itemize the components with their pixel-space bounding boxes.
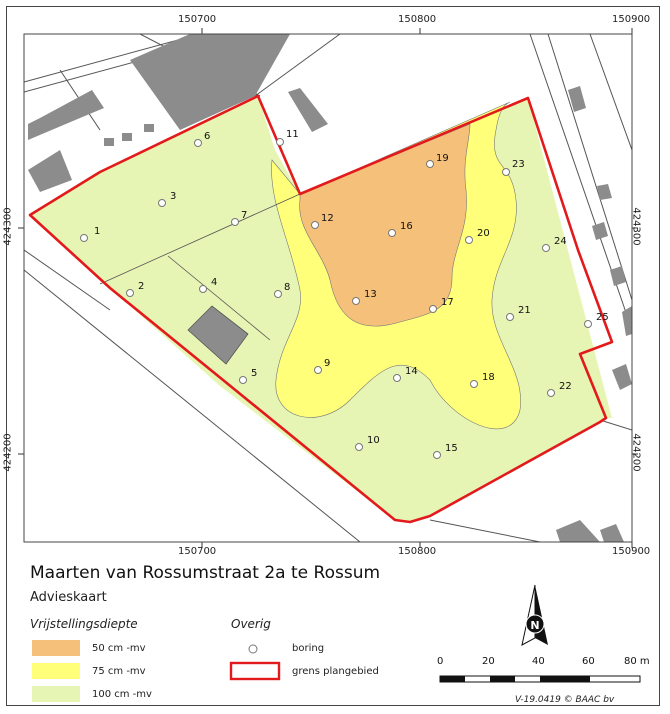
boring-label-11: 11 xyxy=(286,129,299,140)
boring-marker-16 xyxy=(389,230,396,237)
boring-marker-1 xyxy=(81,235,88,242)
legend-label-50cm: 50 cm -mv xyxy=(92,643,146,654)
boring-marker-10 xyxy=(356,444,363,451)
boring-label-17: 17 xyxy=(441,297,454,308)
legend-label-75cm: 75 cm -mv xyxy=(92,666,146,677)
coord-x-bottom-1: 150700 xyxy=(178,546,217,557)
coord-y-right-1: 424300 xyxy=(630,207,642,246)
boring-label-16: 16 xyxy=(400,221,413,232)
boring-marker-3 xyxy=(159,200,166,207)
boring-label-19: 19 xyxy=(436,153,449,164)
boring-label-4: 4 xyxy=(211,277,218,288)
boring-marker-20 xyxy=(466,237,473,244)
coord-x-bottom-3: 150900 xyxy=(612,546,651,557)
boring-marker-22 xyxy=(548,390,555,397)
boring-label-15: 15 xyxy=(445,443,458,454)
boring-marker-9 xyxy=(315,367,322,374)
north-label: N xyxy=(530,619,540,632)
boring-marker-2 xyxy=(127,290,134,297)
boring-marker-19 xyxy=(427,161,434,168)
boring-label-3: 3 xyxy=(170,191,177,202)
legend-boring-icon xyxy=(249,645,257,653)
boring-marker-17 xyxy=(430,306,437,313)
coord-x-top-1: 150700 xyxy=(178,14,217,25)
legend-boring-label: boring xyxy=(292,643,325,654)
legend-boundary-label: grens plangebied xyxy=(292,666,379,677)
boring-label-8: 8 xyxy=(284,282,291,293)
boring-label-1: 1 xyxy=(94,226,101,237)
boring-marker-8 xyxy=(275,291,282,298)
boring-marker-18 xyxy=(471,381,478,388)
legend-swatch-100cm xyxy=(32,686,80,702)
boring-label-13: 13 xyxy=(364,289,377,300)
scale-tick-20: 20 xyxy=(482,656,495,667)
scale-tick-0: 0 xyxy=(437,656,444,667)
scale-tick-80: 80 m xyxy=(624,656,650,667)
boring-marker-11 xyxy=(277,139,284,146)
map-title: Maarten van Rossumstraat 2a te Rossum xyxy=(30,563,381,583)
boring-marker-25 xyxy=(585,321,592,328)
coord-x-top-3: 150900 xyxy=(612,14,651,25)
boring-label-6: 6 xyxy=(204,131,211,142)
boring-marker-12 xyxy=(312,222,319,229)
legend-other-heading: Overig xyxy=(231,617,271,631)
coord-x-bottom-2: 150800 xyxy=(398,546,437,557)
map-subtitle: Advieskaart xyxy=(30,590,107,605)
boring-marker-13 xyxy=(353,298,360,305)
boring-label-18: 18 xyxy=(482,372,495,383)
boring-label-5: 5 xyxy=(251,368,258,379)
coord-y-right-2: 424200 xyxy=(630,433,642,472)
boring-marker-5 xyxy=(240,377,247,384)
map-credit: V-19.0419 © BAAC bv xyxy=(515,695,615,705)
boring-label-12: 12 xyxy=(321,213,334,224)
boring-label-21: 21 xyxy=(518,305,531,316)
coord-y-left-2: 424200 xyxy=(2,433,14,472)
scale-bar xyxy=(440,676,640,682)
boring-label-24: 24 xyxy=(554,236,567,247)
legend-boundary-swatch xyxy=(231,663,279,679)
boring-marker-24 xyxy=(543,245,550,252)
boring-label-20: 20 xyxy=(477,228,490,239)
north-arrow-icon xyxy=(522,585,548,645)
scale-tick-40: 40 xyxy=(532,656,545,667)
legend-swatch-50cm xyxy=(32,640,80,656)
boring-label-25: 25 xyxy=(596,312,609,323)
boring-label-7: 7 xyxy=(241,210,248,221)
scale-tick-60: 60 xyxy=(582,656,595,667)
boring-label-2: 2 xyxy=(138,281,145,292)
boring-marker-21 xyxy=(507,314,514,321)
boring-marker-15 xyxy=(434,452,441,459)
boring-marker-14 xyxy=(394,375,401,382)
boring-marker-7 xyxy=(232,219,239,226)
boring-marker-6 xyxy=(195,140,202,147)
boring-label-10: 10 xyxy=(367,435,380,446)
boring-marker-4 xyxy=(200,286,207,293)
legend-label-100cm: 100 cm -mv xyxy=(92,689,152,700)
boring-label-14: 14 xyxy=(405,366,418,377)
legend-zones-heading: Vrijstellingsdiepte xyxy=(30,617,138,631)
legend-swatch-75cm xyxy=(32,663,80,679)
coord-y-left-1: 424300 xyxy=(2,207,14,246)
boring-marker-23 xyxy=(503,169,510,176)
boring-label-9: 9 xyxy=(324,358,331,369)
boring-label-22: 22 xyxy=(559,381,572,392)
coord-x-top-2: 150800 xyxy=(398,14,437,25)
boring-label-23: 23 xyxy=(512,159,525,170)
